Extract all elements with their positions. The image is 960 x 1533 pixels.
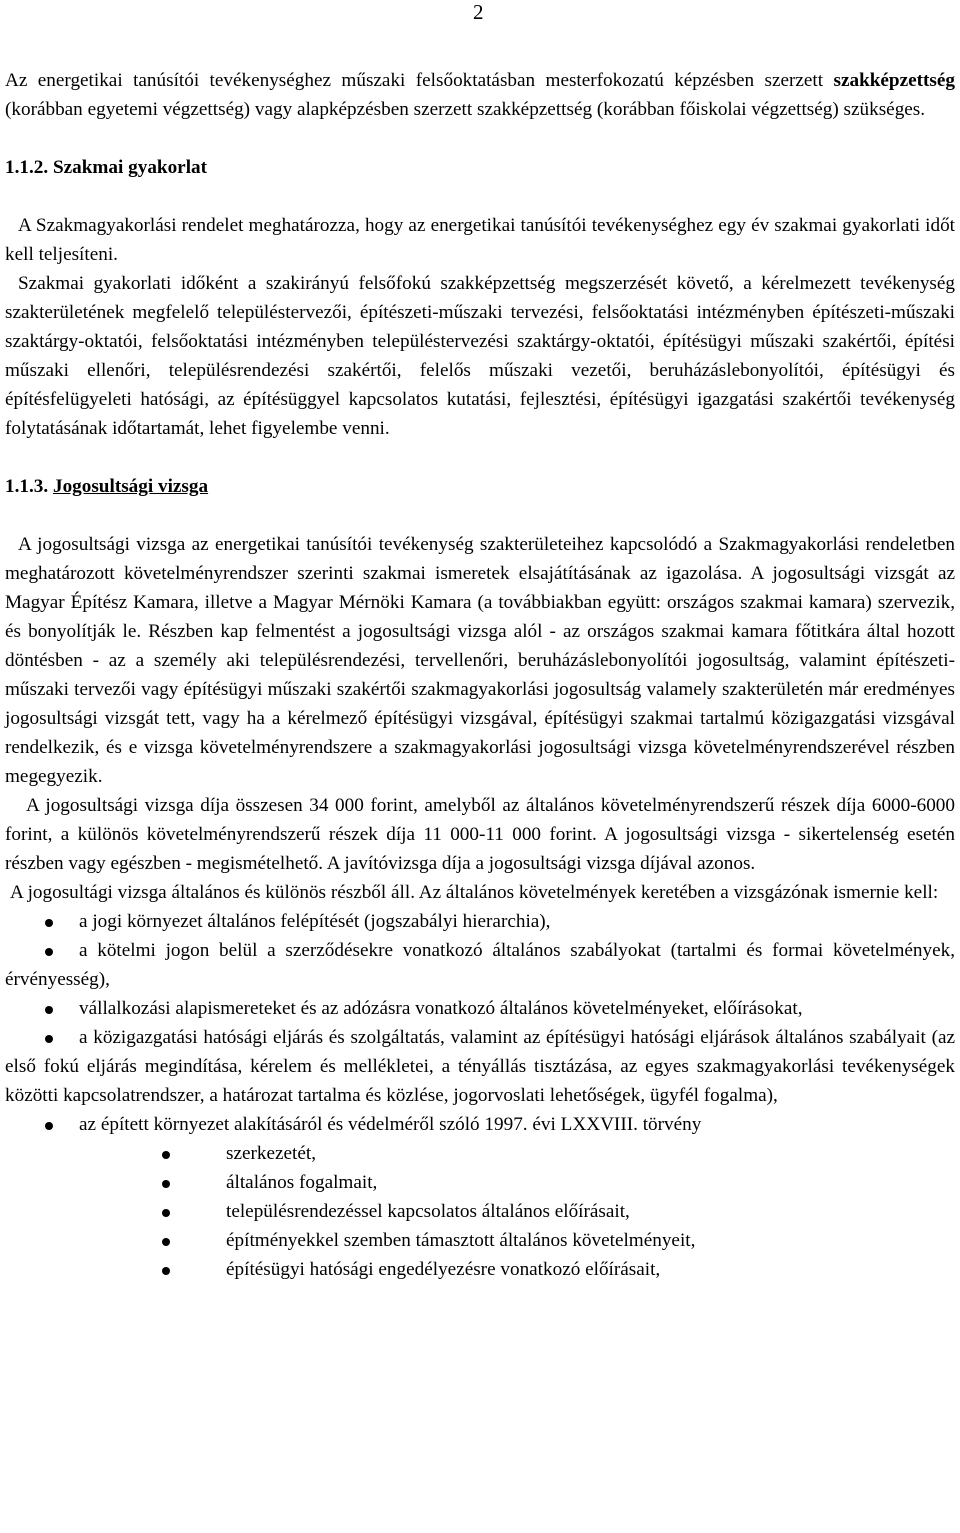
list-item: vállalkozási alapismereteket és az adózásra vonatkozó általános követelményeket, előírásokat, [5, 994, 955, 1023]
intro-paragraph: Az energetikai tanúsítói tevékenységhez műszaki felsőoktatásban mesterfokozatú képzésben szerzett szakképzettség (korábban egyetemi végzettség) vagy alapképzésben szerzett szakképzettség (korábban főiskolai végzettség) szükséges. [5, 70, 955, 120]
sub-list-item: építésügyi hatósági engedélyezésre vonatkozó előírásait, [5, 1255, 955, 1284]
requirements-list [5, 907, 955, 1139]
section-1-1-2-para2: Szakmai gyakorlati időként a szakirányú felsőfokú szakképzettség megszerzését követő, a kérelmezett tevékenység szakterületének megfelelő településtervezői, építészeti-műszaki tervezési, felsőoktatási intézményben építészeti-műszaki szaktárgy-oktatói, felsőoktatási intézményben településtervezési szaktárgy-oktatói, építésügyi műszaki szakértői, építési műszaki ellenőri, településrendezési szakértői, felelős műszaki vezetői, beruházáslebonyolítói, építésügyi és építésfelügyeleti hatósági, az építésüggyel kapcsolatos kutatási, fejlesztési, építésügyi igazgatási szakértői tevékenység folytatásának időtartamát, lehet figyelembe venni. [5, 273, 955, 439]
document-body [5, 66, 955, 1284]
section-1-1-3-para1: A jogosultsági vizsga az energetikai tanúsítói tevékenység szakterületeihez kapcsolódó a Szakmagyakorlási rendeletben meghatározott követelményrendszer szerinti szakmai ismeretek elsajátításának az igazolása. A jogosultsági vizsgát az Magyar Építész Kamara, illetve a Magyar Mérnöki Kamara (a továbbiakban együtt: országos szakmai kamara) szervezik, és bonyolítják le. Részben kap felmentést a jogosultsági vizsga alól - az országos szakmai kamara főtitkára által hozott döntésben - az a személy aki településrendezési, tervellenőri, beruházáslebonyolítói jogosultság, valamint építészeti-műszaki tervezői vagy építésügyi műszaki szakértői szakmagyakorlási jogosultság valamely szakterületén már eredményes jogosultsági vizsgát tett, vagy ha a kérelmező építésügyi vizsgával, építésügyi szakmai tartalmú közigazgatási vizsgával rendelkezik, és e vizsga követelményrendszere a szakmagyakorlási jogosultsági vizsga követelményrendszerével részben megegyezik. [5, 534, 955, 787]
list-item: a kötelmi jogon belül a szerződésekre vonatkozó általános szabályokat (tartalmi és formai követelmények, érvényesség), [5, 940, 955, 990]
list-item: a jogi környezet általános felépítését (jogszabályi hierarchia), [5, 907, 955, 936]
sub-list-item: szerkezetét, [5, 1139, 955, 1168]
list-item: az épített környezet alakításáról és védelméről szóló 1997. évi LXXVIII. törvény [5, 1110, 955, 1139]
list-item: a közigazgatási hatósági eljárás és szolgáltatás, valamint az építésügyi hatósági eljárások általános szabályait (az első fokú eljárás megindítása, kérelem és mellékletei, a tényállás tisztázása, az egyes szakmagyakorlási tevékenységek közötti kapcsolatrendszer, a határozat tartalma és közlése, jogorvoslati lehetőségek, ügyfél fogalma), [5, 1027, 955, 1106]
bold-term: szakképzettség [833, 70, 955, 91]
section-heading-1-1-3: 1.1.3. Jogosultsági vizsga [5, 476, 209, 497]
section-1-1-2-para1: A Szakmagyakorlási rendelet meghatározza, hogy az energetikai tanúsítói tevékenységhez egy év szakmai gyakorlati időt kell teljesíteni. [5, 215, 955, 265]
section-1-1-3-para2: A jogosultsági vizsga díja összesen 34 000 forint, amelyből az általános követelményrendszerű részek díja 6000-6000 forint, a különös követelményrendszerű részek díja 11 000-11 000 forint. A jogosultsági vizsga - sikertelenség esetén részben vagy egészben - megismételhető. A javítóvizsga díja a jogosultsági vizsga díjával azonos. [5, 795, 955, 874]
sub-list-item: építményekkel szemben támasztott általános követelményeit, [5, 1226, 955, 1255]
sub-list-item: általános fogalmait, [5, 1168, 955, 1197]
section-1-1-3-para3: A jogosultági vizsga általános és különös részből áll. Az általános követelmények keretében a vizsgázónak ismernie kell: [10, 882, 939, 903]
bullet-icon [162, 1180, 170, 1188]
bullet-icon [162, 1209, 170, 1217]
bullet-icon [45, 1006, 53, 1014]
sub-requirements-list [5, 1139, 955, 1284]
bullet-icon [45, 919, 53, 927]
sub-list-item: településrendezéssel kapcsolatos általános előírásait, [5, 1197, 955, 1226]
bullet-icon [162, 1267, 170, 1275]
bullet-icon [45, 1035, 53, 1043]
page-number: 2 [473, 0, 484, 24]
bullet-icon [45, 948, 53, 956]
bullet-icon [162, 1238, 170, 1246]
bullet-icon [162, 1151, 170, 1159]
bullet-icon [45, 1122, 53, 1130]
section-heading-1-1-2: 1.1.2. Szakmai gyakorlat [5, 157, 208, 178]
